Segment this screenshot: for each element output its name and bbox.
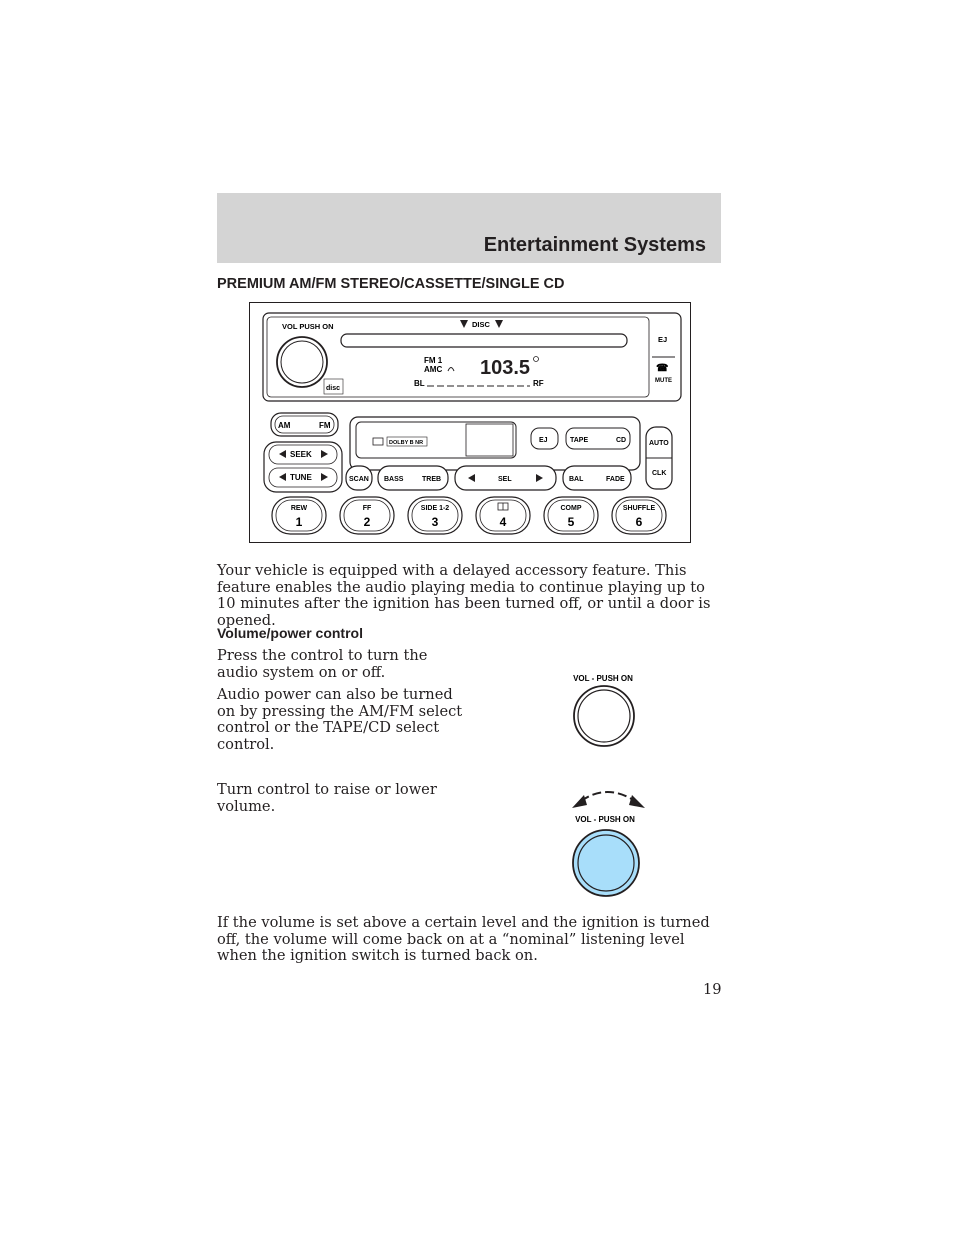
volume-press-paragraph: Press the control to turn the audio system on or off. bbox=[217, 647, 428, 681]
rotate-right-arrow-icon bbox=[629, 795, 645, 808]
eject-button: EJ bbox=[658, 335, 668, 344]
preset-button-4 bbox=[476, 497, 530, 534]
select-button-label: SEL bbox=[498, 476, 512, 483]
dolby-label: DOLBY B NR bbox=[389, 440, 424, 446]
radio-faceplate-illustration bbox=[249, 302, 692, 544]
volume-section-title: Volume/power control bbox=[217, 625, 363, 641]
fade-button-label: FADE bbox=[606, 476, 625, 483]
volume-knob-illustration bbox=[565, 670, 645, 752]
scan-button-label: SCAN bbox=[349, 476, 369, 483]
preset-button-6 bbox=[612, 497, 666, 534]
preset-button-3 bbox=[408, 497, 462, 534]
band-indicator: FM 1 bbox=[424, 356, 443, 365]
preset-2-label: FF bbox=[362, 505, 372, 512]
balance-button-label: BAL bbox=[569, 476, 584, 483]
preset-2-number: 2 bbox=[363, 515, 371, 529]
preset-1-number: 1 bbox=[295, 515, 303, 529]
treble-button-label: TREB bbox=[422, 476, 442, 483]
volume-knob-label: VOL - PUSH ON bbox=[573, 674, 633, 683]
volume-knob bbox=[277, 337, 327, 387]
am-button-label: AM bbox=[278, 421, 291, 430]
preset-3-label: SIDE 1-2 bbox=[420, 505, 450, 512]
rotate-knob-label: VOL - PUSH ON bbox=[575, 815, 635, 824]
preset-button-1 bbox=[272, 497, 326, 534]
header-band bbox=[217, 193, 721, 263]
bass-button-label: BASS bbox=[384, 476, 404, 483]
mute-button: MUTE bbox=[655, 378, 672, 384]
page-number: 19 bbox=[703, 981, 722, 998]
balance-left-label: BL bbox=[414, 379, 425, 388]
auto-button-label: AUTO bbox=[649, 440, 669, 447]
preset-6-number: 6 bbox=[635, 515, 643, 529]
section-title: PREMIUM AM/FM STEREO/CASSETTE/SINGLE CD bbox=[217, 276, 565, 292]
volume-power-paragraph: Audio power can also be turned on by pressing the AM/FM select control or the TAPE/CD select control. bbox=[217, 686, 463, 753]
preset-1-label: REW bbox=[290, 505, 308, 512]
volume-rotate-illustration bbox=[565, 787, 650, 899]
phone-icon: ☎ bbox=[656, 363, 669, 374]
page-header-title: Entertainment Systems bbox=[483, 234, 706, 256]
tape-eject-label: EJ bbox=[539, 437, 548, 444]
preset-6-label: SHUFFLE bbox=[622, 505, 656, 512]
preset-3-number: 3 bbox=[431, 515, 439, 529]
volume-turn-paragraph: Turn control to raise or lower volume. bbox=[217, 781, 437, 815]
intro-paragraph: Your vehicle is equipped with a delayed accessory feature. This feature enables the audio playing media to continue playing up to 10 minutes after the ignition has been turned off, or until a door is opened. bbox=[217, 562, 711, 629]
disc-label: DISC bbox=[472, 320, 490, 329]
tape-button-label: TAPE bbox=[570, 437, 589, 444]
preset-4-number: 4 bbox=[499, 515, 507, 529]
vol-push-on-label: VOL PUSH ON bbox=[282, 322, 334, 331]
seek-button-label: SEEK bbox=[290, 450, 312, 459]
preset-button-2 bbox=[340, 497, 394, 534]
balance-right-label: RF bbox=[533, 379, 544, 388]
disc-logo-mark: disc bbox=[326, 385, 341, 392]
tune-button-label: TUNE bbox=[290, 473, 312, 482]
cd-button-label: CD bbox=[616, 437, 627, 444]
amc-indicator: AMC bbox=[424, 365, 443, 374]
preset-button-5 bbox=[544, 497, 598, 534]
clk-button-label: CLK bbox=[652, 470, 667, 477]
frequency-display: 103.5 bbox=[480, 357, 531, 379]
closing-paragraph: If the volume is set above a certain level and the ignition is turned off, the volume will come back on at a “nominal” listening level when the ignition switch is turned back on. bbox=[217, 914, 710, 965]
preset-5-label: COMP bbox=[560, 505, 582, 512]
rotate-left-arrow-icon bbox=[572, 795, 587, 808]
preset-5-number: 5 bbox=[567, 515, 575, 529]
cd-slot bbox=[341, 334, 627, 347]
fm-button-label: FM bbox=[319, 421, 331, 430]
